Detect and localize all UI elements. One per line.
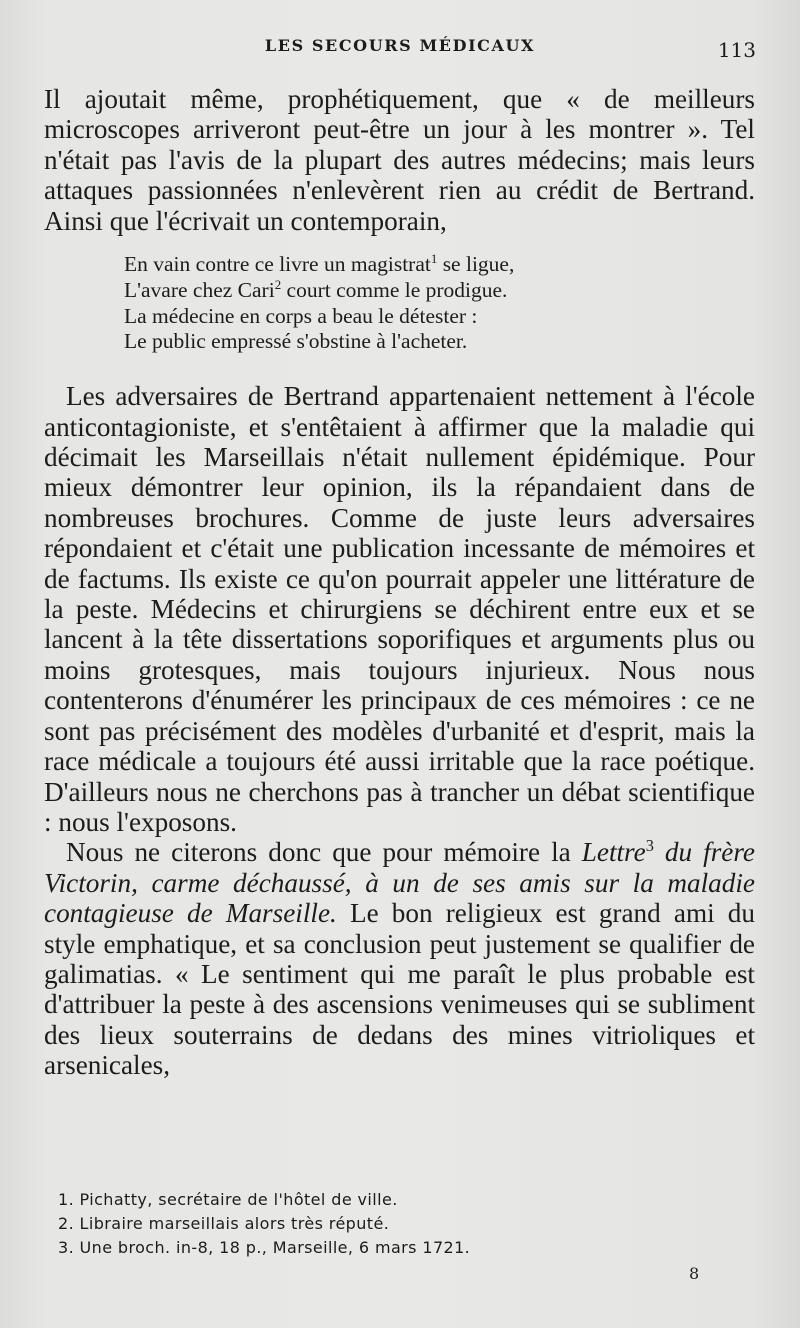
verse-line-4: Le public empressé s'obstine à l'acheter. (124, 329, 468, 354)
footnote-2: 2. Libraire marseillais alors très réputé. (58, 1214, 390, 1233)
running-head: LES SECOURS MÉDICAUX (264, 36, 536, 55)
verse-line-2-text: L'avare chez Cari (124, 277, 275, 302)
cited-title-start: Lettre (581, 837, 646, 868)
verse-quote (124, 252, 755, 355)
printer-signature-mark: 8 (689, 1264, 700, 1283)
paragraph-1: Il ajoutait même, prophétiquement, que « de meilleurs microscopes arriveront peut-être un jour à les montrer ». Tel n'était pas l'avis de la plupart des autres médecins; mais leurs attaques passionnées n'enlevèrent rien au crédit de Bertrand. Ainsi que l'écrivait un contemporain, (44, 84, 755, 236)
main-text (44, 84, 755, 1081)
verse-line-3: La médecine en corps a beau le détester : (124, 303, 478, 328)
paragraph-2: Les adversaires de Bertrand appartenaient nettement à l'école anticontagioniste, et s'entêtaient à affirmer que la maladie qui décimait les Marseillais n'était nullement épidémique. Pour mieux démontrer leur opinion, ils la répandaient dans de nombreuses brochures. Comme de juste leurs adversaires répondaient et c'était une publication incessante de mémoires et de factums. Ils existe ce qu'on pourrait appeler une littérature de la peste. Médecins et chirurgiens se déchirent entre eux et se lancent à la tête dissertations soporifiques et arguments plus ou moins grotesques, mais toujours injurieux. Nous nous contenterons d'énumérer les principaux de ces mémoires : ce ne sont pas précisément des modèles d'urbanité et d'esprit, mais la race médicale a toujours été aussi irritable que la race poétique. D'ailleurs nous ne cherchons pas à trancher un débat scientifique : nous l'exposons. (44, 381, 755, 837)
footnotes (58, 1188, 758, 1260)
verse-line-2-end: court comme le prodigue. (281, 277, 508, 302)
verse-line-1-end: se ligue, (437, 252, 515, 277)
paragraph-3-lead: Nous ne citerons donc que pour mémoire la (66, 837, 582, 868)
footnote-ref-1: 1 (430, 251, 438, 266)
verse-line-1-text: En vain contre ce livre un magistrat (124, 252, 431, 277)
verse-line-2 (124, 278, 755, 304)
footnote-1: 1. Pichatty, secrétaire de l'hôtel de ville. (58, 1190, 398, 1209)
footnote-3: 3. Une broch. in-8, 18 p., Marseille, 6 mars 1721. (58, 1238, 471, 1257)
page-header (0, 36, 800, 66)
page-number: 113 (717, 38, 756, 62)
footnote-ref-2: 2 (274, 277, 282, 292)
paragraph-3-rest: Le bon religieux est grand ami du style emphatique, et sa conclusion peut justement se qualifier de galimatias. « Le sentiment qui me paraît le plus probable est d'attribuer la peste à des ascensions venimeuses qui se subliment des lieux souterrains de dedans des mines vitrioliques et arsenicales, (44, 898, 755, 1081)
cited-title-end: du frère Victorin, carme déchaussé, à un de ses amis sur la maladie contagieuse de Marseille. (44, 837, 755, 929)
paragraph-3 (44, 837, 755, 1080)
verse-line-1 (124, 252, 755, 278)
footnote-ref-3: 3 (645, 836, 654, 856)
